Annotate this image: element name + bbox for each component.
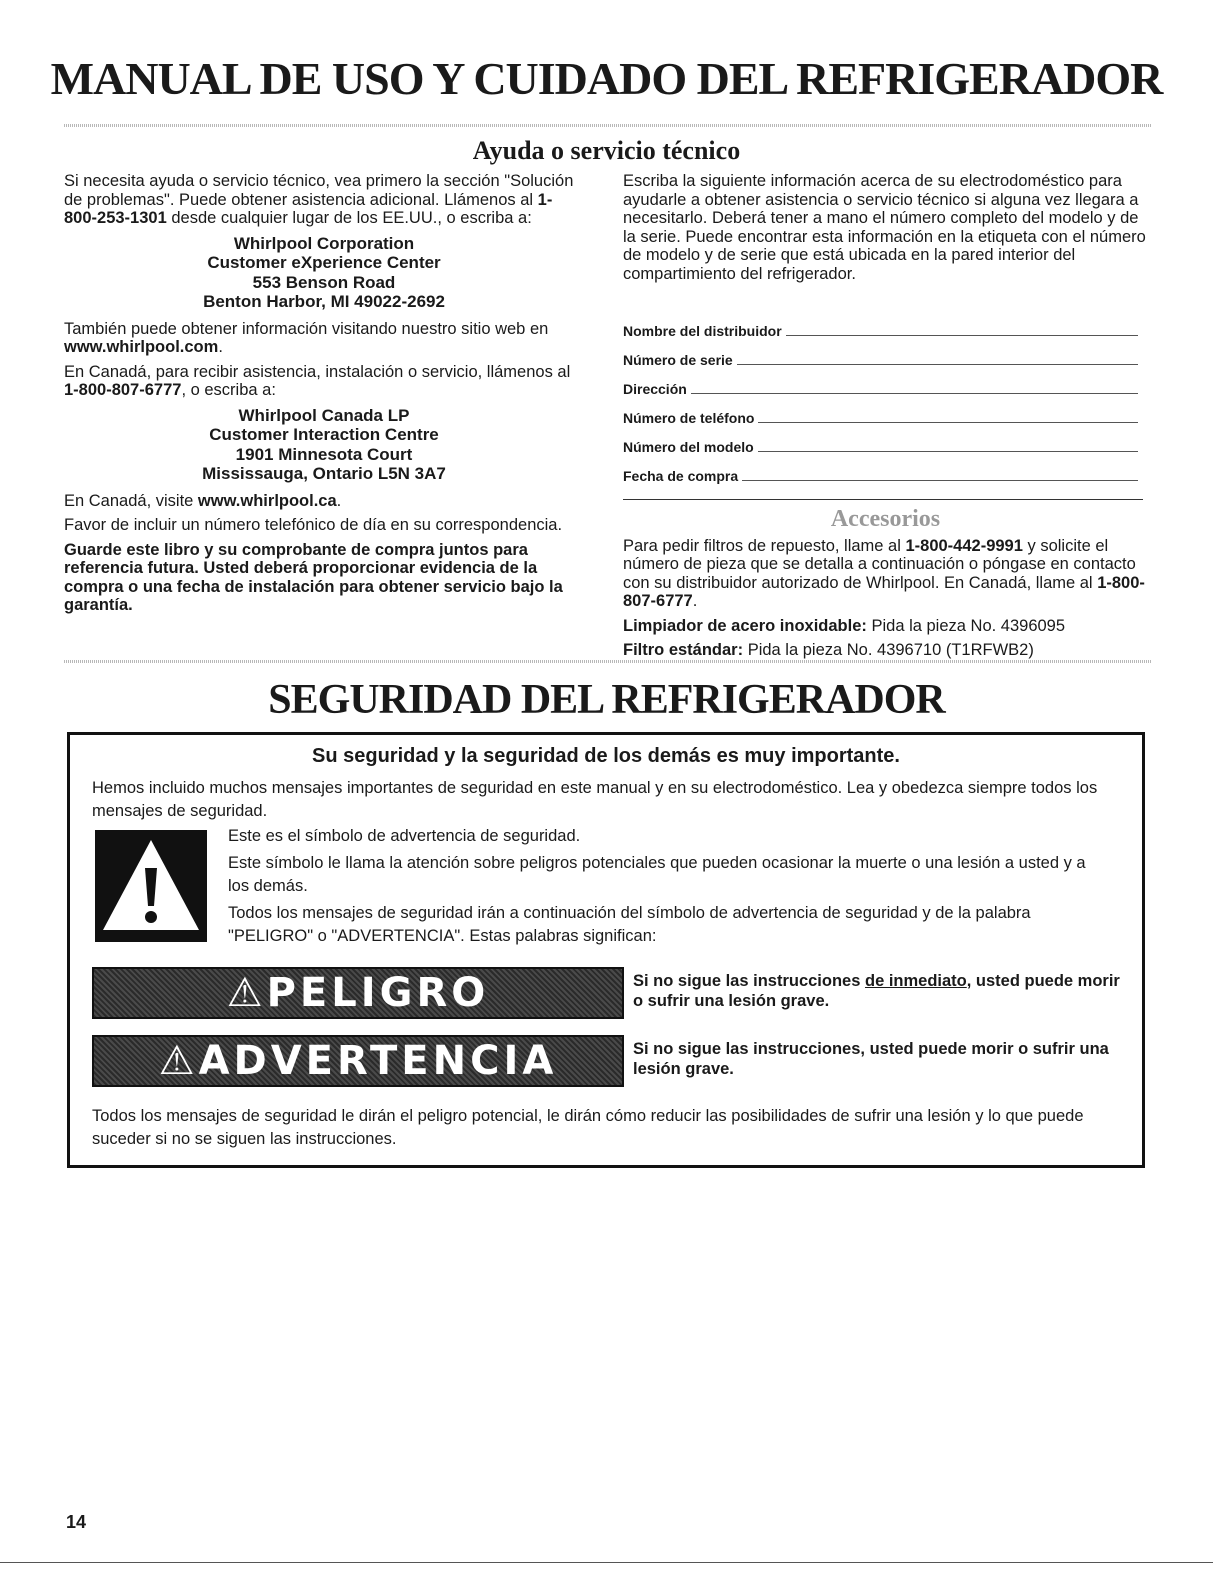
us-address: Whirlpool Corporation Customer eXperience Center 553 Benson Road Benton Harbor, MI 49022-2692 xyxy=(203,233,445,311)
help-paragraph-1: Si necesita ayuda o servicio técnico, vea primero la sección "Solución de problemas". Puede obtener asistencia adicional. Llámenos al 1-800-253-1301 desde cualquier lugar de los EE.UU., o escriba a: xyxy=(64,172,574,227)
accessories-paragraph: Para pedir filtros de repuesto, llame al 1-800-442-9991 y solicite el número de pieza que se detalla a continuación o póngase en contacto con su distribuidor autorizado de Whirlpool. En Canadá, llame al 1-800-807-6777. xyxy=(623,536,1145,610)
form-divider xyxy=(623,499,1143,500)
form-field-dealer: Nombre del distribuidor xyxy=(623,311,1148,340)
warning-signal xyxy=(92,1035,624,1087)
danger-description: Si no sigue las instrucciones de inmediato, usted puede morir o sufrir una lesión grave. xyxy=(633,972,1120,1010)
form-field-phone: Número de teléfono xyxy=(623,398,1148,427)
warranty-note: Guarde este libro y su comprobante de compra juntos para referencia futura. Usted deberá proporcionar evidencia de la compra o una fecha de instalación para obtener servicio bajo la garantía. xyxy=(64,540,563,614)
safety-closing: Todos los mensajes de seguridad le dirán el peligro potencial, le dirán cómo reducir las posibilidades de sufrir una lesión y lo que puede suceder si no se siguen las instrucciones. xyxy=(92,1107,1084,1148)
warning-description: Si no sigue las instrucciones, usted puede morir o sufrir una lesión grave. xyxy=(633,1040,1109,1078)
safety-intro: Hemos incluido muchos mensajes importantes de seguridad en este manual y en su electrodoméstico. Lea y obedezca siempre todos los mensajes de seguridad. xyxy=(92,779,1098,820)
canada-address: Whirlpool Canada LP Customer Interaction Centre 1901 Minnesota Court Mississauga, Ontario L5N 3A7 xyxy=(202,405,446,483)
safety-heading: Su seguridad y la seguridad de los demás es muy importante. xyxy=(312,745,900,767)
canada-phone: 1-800-807-6777 xyxy=(64,381,182,399)
us-website-link[interactable]: www.whirlpool.com xyxy=(64,338,219,356)
help-paragraph-2: También puede obtener información visitando nuestro sitio web en www.whirlpool.com. xyxy=(64,319,549,356)
help-left-column xyxy=(64,172,584,621)
bottom-divider xyxy=(0,1562,1213,1563)
top-divider xyxy=(64,124,1152,127)
help-heading: Ayuda o servicio técnico xyxy=(472,136,741,165)
help-paragraph-4: En Canadá, visite www.whirlpool.ca. xyxy=(64,491,342,510)
danger-label: ⚠PELIGRO xyxy=(226,970,490,1016)
filter-part: Filtro estándar: Pida la pieza No. 4396710 (T1RFWB2) xyxy=(623,641,1034,659)
filter-phone: 1-800-442-9991 xyxy=(905,536,1023,555)
safety-alert-icon xyxy=(95,830,207,942)
symbol-line-3: Todos los mensajes de seguridad irán a continuación del símbolo de advertencia de seguridad y de la palabra "PELIGRO" o "ADVERTENCIA". Estas palabras significan: xyxy=(228,904,1031,945)
form-field-purchase-date: Fecha de compra xyxy=(623,456,1148,485)
help-paragraph-3: En Canadá, para recibir asistencia, instalación o servicio, llámenos al 1-800-807-6777, o escriba a: xyxy=(64,362,571,399)
page-number: 14 xyxy=(66,1512,87,1532)
help-paragraph-5: Favor de incluir un número telefónico de día en su correspondencia. xyxy=(64,516,563,534)
canada-filter-phone: 1-800-807-6777 xyxy=(623,573,1145,610)
accessories-heading: Accesorios xyxy=(830,506,941,532)
us-phone: 1-800-253-1301 xyxy=(64,190,553,227)
form-field-model: Número del modelo xyxy=(623,427,1148,456)
form-field-serial: Número de serie xyxy=(623,340,1148,369)
form-field-address: Dirección xyxy=(623,369,1148,398)
page-title: MANUAL DE USO Y CUIDADO DEL REFRIGERADOR xyxy=(50,53,1163,104)
safety-box xyxy=(67,732,1145,1168)
safety-title: SEGURIDAD DEL REFRIGERADOR xyxy=(268,677,945,723)
help-right-column xyxy=(623,172,1148,666)
danger-signal xyxy=(92,967,624,1019)
record-form xyxy=(623,311,1148,485)
record-info-intro: Escriba la siguiente información acerca de su electrodoméstico para ayudarle a obtener asistencia o servicio técnico si alguna vez llegara a necesitarlo. Deberá tener a mano el número completo del modelo y de la serie. Puede encontrar esta información en la etiqueta con el número de modelo y de serie que está ubicada en la pared interior del compartimiento del refrigerador. xyxy=(623,172,1146,283)
middle-divider xyxy=(64,660,1152,663)
warning-triangle-icon xyxy=(95,830,207,942)
symbol-line-2: Este símbolo le llama la atención sobre peligros potenciales que pueden ocasionar la muerte o una lesión a usted y a los demás. xyxy=(228,854,1086,895)
canada-website-link[interactable]: www.whirlpool.ca xyxy=(197,491,337,510)
symbol-line-1: Este es el símbolo de advertencia de seguridad. xyxy=(228,827,581,845)
cleaner-part: Limpiador de acero inoxidable: Pida la pieza No. 4396095 xyxy=(623,616,1066,635)
warning-label: ⚠ADVERTENCIA xyxy=(158,1038,558,1084)
